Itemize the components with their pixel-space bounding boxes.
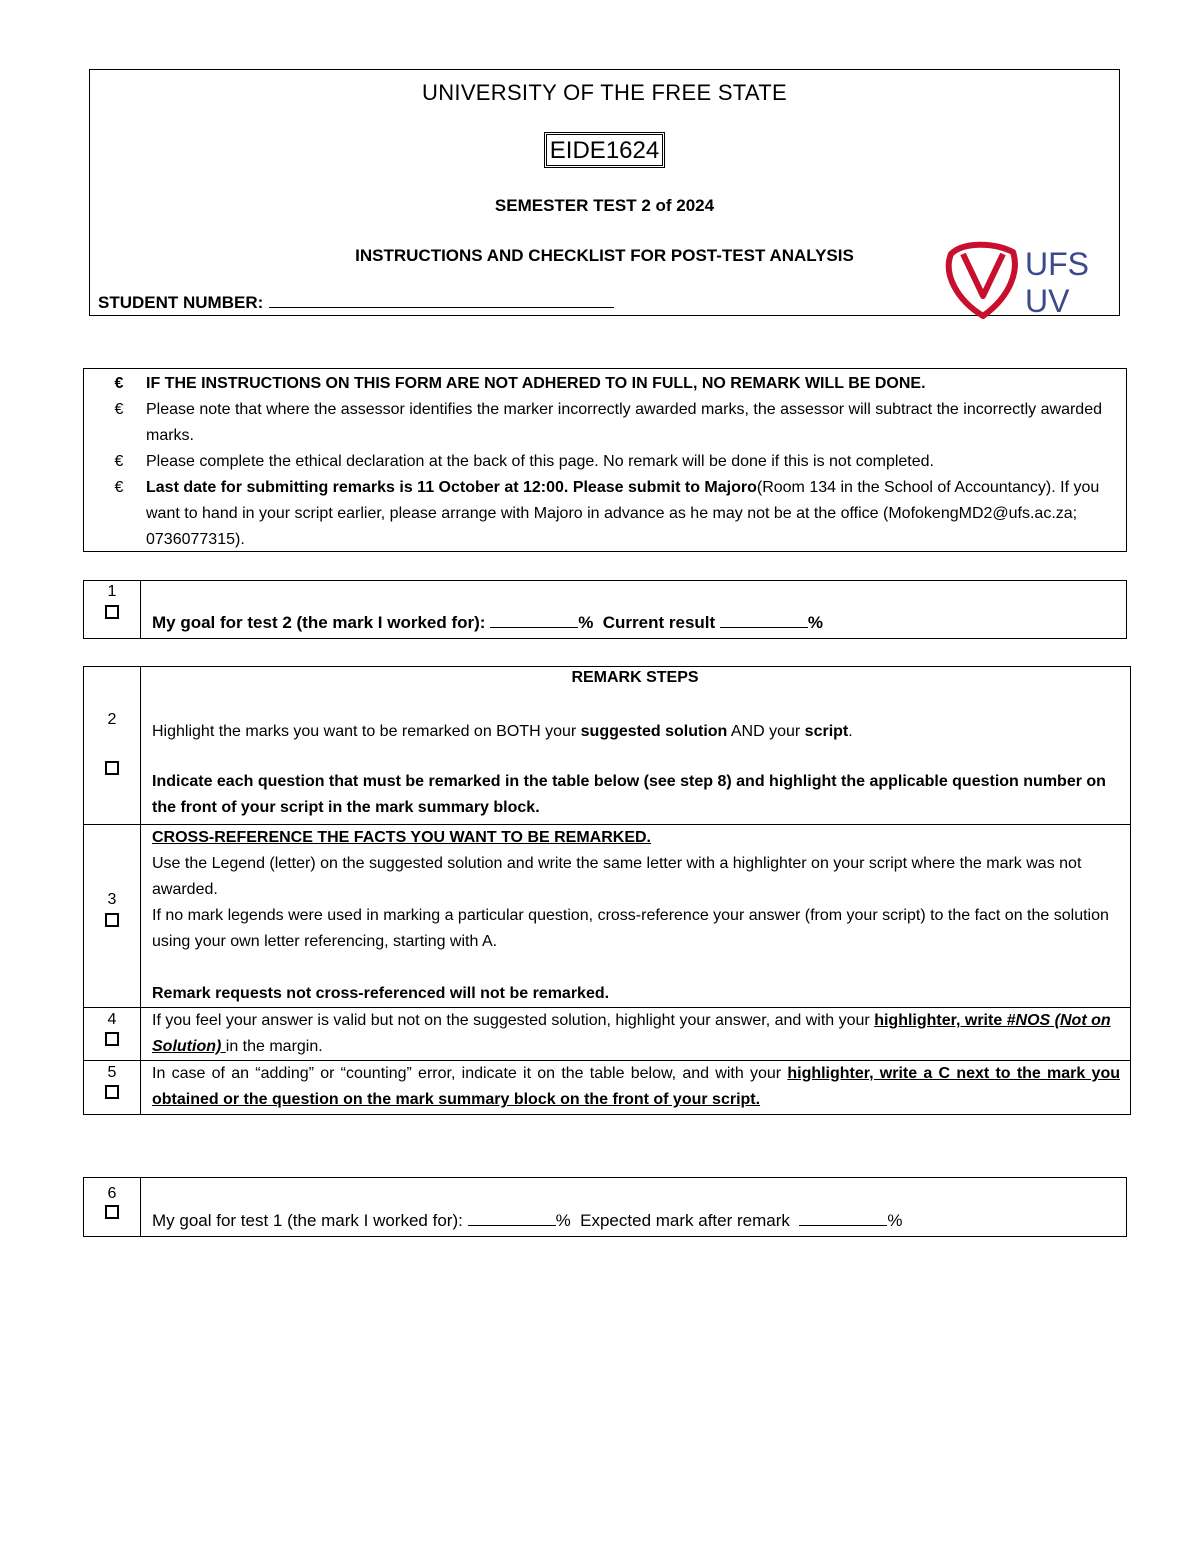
step3-para2: If no mark legends were used in marking a particular question, cross-reference your answer (from your script) to the fact on the solution using your own letter referencing, starting with A. [152, 907, 1109, 950]
goal-label: My goal for test 2 (the mark I worked for): [152, 613, 486, 632]
step6-checkbox[interactable] [105, 1205, 119, 1219]
notice-deadline-text [146, 475, 1112, 553]
step1-table [83, 580, 1127, 639]
step6-goal-row [152, 1208, 1116, 1234]
step5-text: In case of an “adding” or “counting” error, indicate it on the table below, and with your highlighter, write a C next to the mark you obtained or the question on the mark summary block on the front of your script. [152, 1065, 1120, 1108]
euro-bullet-icon: € [114, 375, 124, 392]
ufs-shield-icon [949, 245, 1015, 316]
notice-warning-text: IF THE INSTRUCTIONS ON THIS FORM ARE NOT ADHERED TO IN FULL, NO REMARK WILL BE DONE. [146, 375, 926, 392]
student-number-field[interactable] [269, 293, 614, 308]
step2-text: Highlight the marks you want to be remarked on BOTH your [152, 723, 581, 740]
course-code: EIDE1624 [544, 132, 665, 168]
expected-mark-label: Expected mark after remark [580, 1211, 790, 1230]
step3-content [152, 825, 1120, 1007]
step3-checkbox[interactable] [105, 913, 119, 927]
step4-text: If you feel your answer is valid but not on the suggested solution, highlight your answer, and with your highlighter, write #NOS (Not on Solution) in the margin. [152, 1012, 1111, 1055]
euro-bullet-icon: € [114, 479, 124, 496]
remark-steps-table [83, 666, 1131, 1115]
goal-field[interactable] [490, 615, 578, 628]
deadline-bold: Last date for submitting remarks is 11 October at 12:00. Please submit to Majoro [146, 479, 757, 496]
step1-goal-row [152, 610, 1116, 636]
student-number-row [98, 293, 614, 313]
instructions-title: INSTRUCTIONS AND CHECKLIST FOR POST-TEST ANALYSIS [355, 246, 854, 265]
euro-bullet-icon: € [114, 453, 124, 470]
deadline-details: (Room 134 in the School of Accountancy). If you want to hand in your script earlier, please arrange with Majoro in advance as he may not be at the office (MofokengMD2@ufs.ac.za; 0736077315). [146, 479, 1100, 548]
semester-test-title: SEMESTER TEST 2 of 2024 [494, 196, 715, 215]
percent-sign: % [807, 613, 824, 632]
step4-checkbox[interactable] [105, 1032, 119, 1046]
percent-sign: % [555, 1211, 571, 1230]
step2-checkbox[interactable] [105, 761, 119, 775]
step2-text: AND your [727, 723, 805, 740]
step2-number: 2 [107, 711, 117, 728]
student-number-label: STUDENT NUMBER: [98, 293, 264, 312]
step5-checkbox[interactable] [105, 1085, 119, 1099]
remark-steps-title: REMARK STEPS [571, 669, 699, 686]
step4-bold-highlighter: highlighter, write [874, 1012, 1007, 1029]
logo-text-uv: UV [1025, 283, 1070, 319]
step3-warning: Remark requests not cross-referenced will not be remarked. [152, 985, 610, 1002]
step5-number: 5 [107, 1064, 117, 1081]
step6-table [83, 1177, 1127, 1237]
expected-mark-field[interactable] [799, 1213, 887, 1226]
notice-box [83, 368, 1127, 552]
ufs-logo [943, 240, 1109, 320]
percent-sign: % [887, 1211, 903, 1230]
step1-number: 1 [107, 583, 117, 600]
notice-ethical-text: Please complete the ethical declaration at the back of this page. No remark will be done if this is not completed. [146, 453, 934, 470]
step5-bold-highlighter: highlighter, write a C next to the mark you obtained or the question on the mark summary block on the front of your script. [152, 1065, 1120, 1108]
step2-bold-solution: suggested solution [580, 723, 728, 740]
step3-number: 3 [107, 891, 117, 908]
step3-para1: Use the Legend (letter) on the suggested solution and write the same letter with a highlighter on your script where the mark was not awarded. [152, 855, 1082, 898]
step3-heading: CROSS-REFERENCE THE FACTS YOU WANT TO BE REMARKED. [152, 829, 651, 846]
logo-text-ufs: UFS [1025, 246, 1089, 282]
step2-bold-script: script [804, 723, 849, 740]
header-box [89, 69, 1120, 319]
current-result-field[interactable] [720, 615, 808, 628]
goal-label: My goal for test 1 (the mark I worked for): [152, 1211, 463, 1230]
step4-nos: #NOS (Not on Solution) [152, 1012, 1111, 1055]
percent-sign: % [578, 613, 594, 632]
course-code-wrapper [90, 132, 1119, 168]
goal-field[interactable] [468, 1213, 556, 1226]
step6-number: 6 [107, 1185, 117, 1202]
step1-checkbox[interactable] [105, 605, 119, 619]
notice-assessor-text: Please note that where the assessor identifies the marker incorrectly awarded marks, the assessor will subtract the incorrectly awarded marks. [146, 401, 1102, 444]
step2-text: . [848, 723, 853, 740]
current-result-label: Current result [602, 613, 716, 632]
euro-bullet-icon: € [114, 401, 124, 418]
university-title: UNIVERSITY OF THE FREE STATE [422, 80, 787, 105]
step2-line2: Indicate each question that must be remarked in the table below (see step 8) and highlight the applicable question number on the front of your script in the mark summary block. [152, 773, 1106, 816]
step2-line1 [152, 719, 1120, 745]
step4-number: 4 [107, 1011, 117, 1028]
